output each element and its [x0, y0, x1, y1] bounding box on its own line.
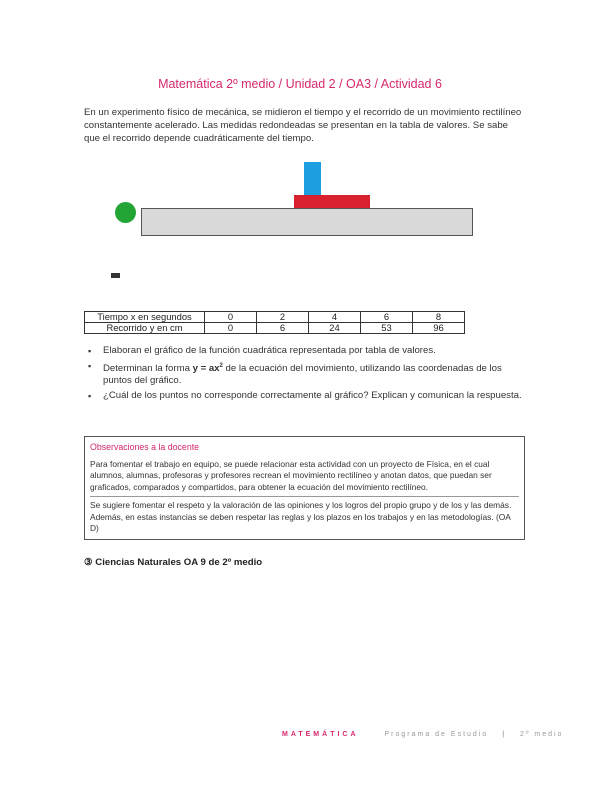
- list-item: [84, 360, 524, 388]
- footer-brand: MATEMÁTICA: [282, 731, 359, 738]
- footer-separator: |: [502, 731, 507, 738]
- list-item: [84, 390, 524, 403]
- task-list: [84, 345, 524, 404]
- page-title: Matemática 2º medio / Unidad 2 / OA3 / Actividad 6: [158, 77, 442, 91]
- task-text: de la ecuación del movimiento, utilizando las coordenadas de los puntos del gráfico.: [103, 362, 502, 387]
- task-text: Determinan la forma: [103, 362, 193, 374]
- table-cell: 0: [205, 323, 257, 334]
- table-cell: 2: [257, 312, 309, 323]
- formula-base: y = ax: [192, 362, 220, 374]
- table-cell: 6: [361, 312, 413, 323]
- table-row: [85, 312, 465, 323]
- green-ball-shape: [115, 202, 136, 223]
- table-row: [85, 323, 465, 334]
- footer-grade: 2º medio: [519, 731, 564, 738]
- task-text: ¿Cuál de los puntos no corresponde correctamente al gráfico? Explican y comunican la respuesta.: [103, 389, 522, 401]
- table-cell: 96: [413, 323, 465, 334]
- table-cell: 8: [413, 312, 465, 323]
- page-footer: [282, 731, 563, 738]
- table-row-label: Tiempo x en segundos: [85, 312, 205, 323]
- experiment-illustration: [0, 0, 600, 300]
- bullet-icon: ▪: [88, 390, 92, 401]
- intro-paragraph: En un experimento físico de mecánica, se midieron el tiempo y el recorrido de un movimiento rectilíneo constantemente acelerado. Las medidas redondeadas se presentan en la tabla de valores. Se sabe que el recorrido depende cuadráticamente del tiempo.: [84, 107, 522, 144]
- table-row-label: Recorrido y en cm: [85, 323, 205, 334]
- gray-track-shape: [141, 208, 473, 236]
- table-cell: 4: [309, 312, 361, 323]
- blue-block-shape: [304, 162, 321, 195]
- cross-reference: ③ Ciencias Naturales OA 9 de 2º medio: [84, 557, 263, 568]
- values-table: [84, 311, 465, 334]
- footer-program: Programa de Estudio: [384, 731, 489, 738]
- red-plate-shape: [294, 195, 370, 208]
- bullet-icon: ▪: [88, 346, 92, 356]
- task-text: Elaboran el gráfico de la función cuadrática representada por tabla de valores.: [103, 345, 436, 356]
- notes-paragraph: Para fomentar el trabajo en equipo, se puede relacionar esta actividad con un proyecto de Física, en el cual alumnos, alumnas, profesoras y profesores recrean el movimiento rectilíneo y anotan datos, que puedan ser graficados, comparados y compartidos, para obtener la ecuación del movimiento rectilíneo.: [90, 459, 519, 498]
- bullet-icon: ▪: [88, 360, 92, 371]
- table-cell: 0: [205, 312, 257, 323]
- formula: [193, 363, 223, 374]
- table-cell: 24: [309, 323, 361, 334]
- teacher-notes-box: [84, 436, 525, 540]
- list-item: [84, 345, 524, 358]
- table-cell: 6: [257, 323, 309, 334]
- small-dark-mark: [111, 273, 120, 278]
- formula-exponent: 2: [219, 362, 223, 369]
- table-cell: 53: [361, 323, 413, 334]
- notes-title: Observaciones a la docente: [90, 442, 200, 452]
- notes-paragraph: Se sugiere fomentar el respeto y la valoración de las opiniones y los logros del propio grupo y de los y las demás. Además, en estas instancias se deben respetar las reglas y los plazos en los trabajos y en las metodologías. (OA D): [90, 500, 512, 533]
